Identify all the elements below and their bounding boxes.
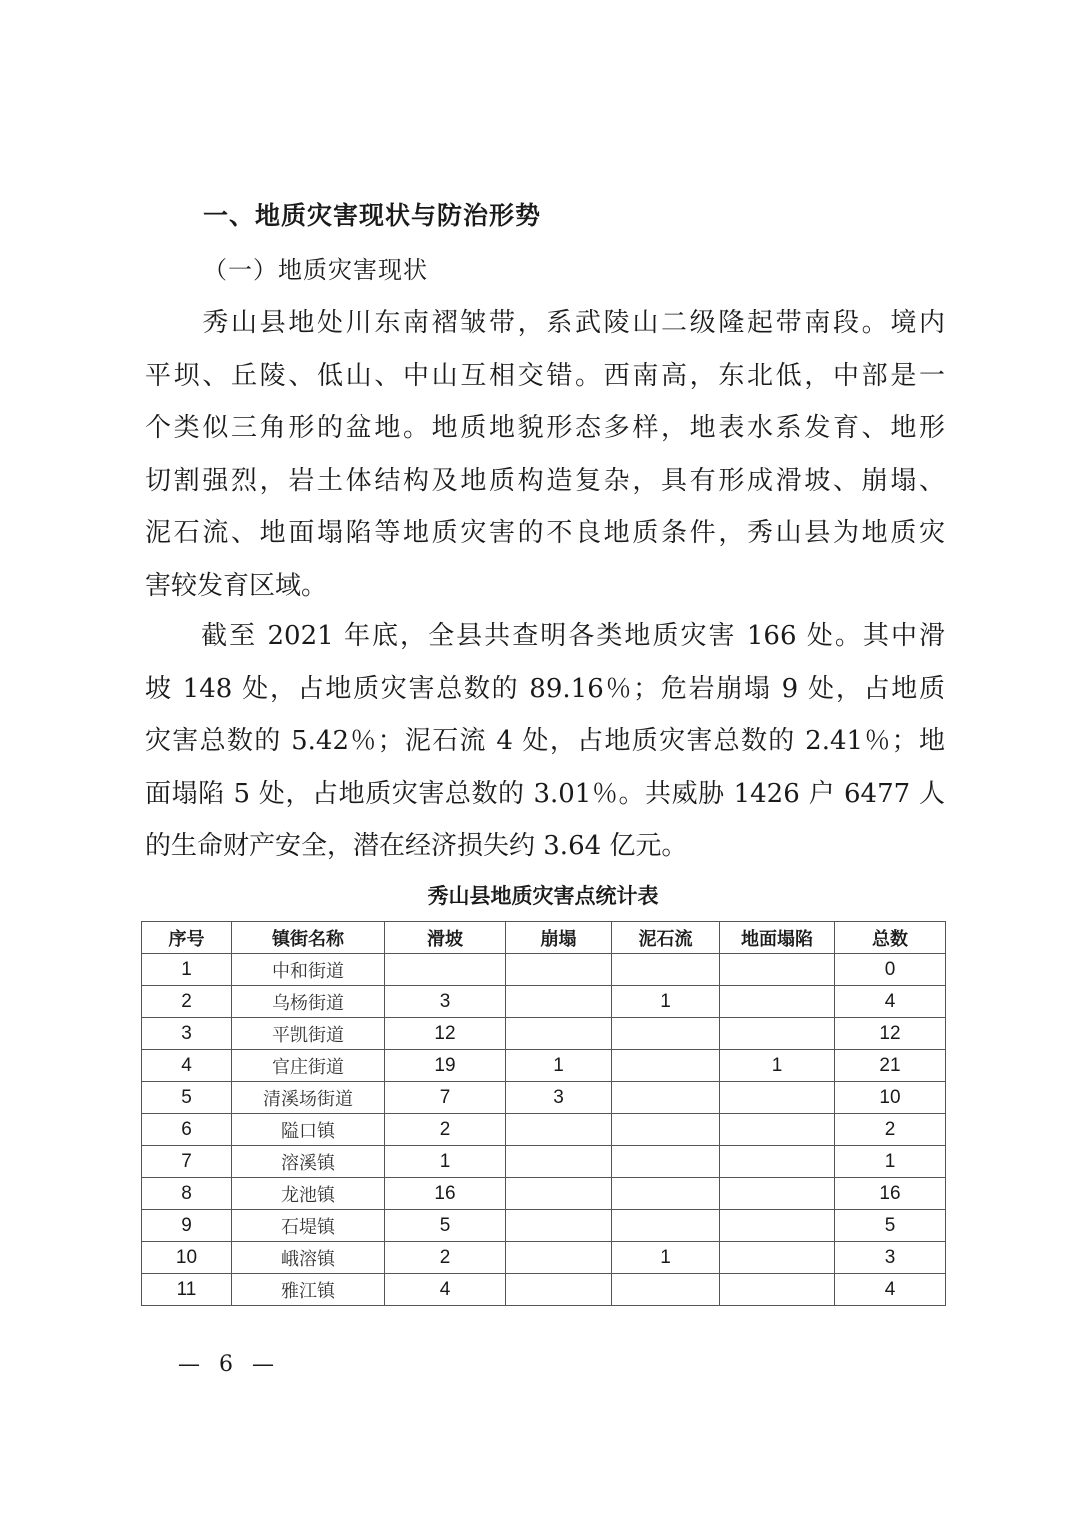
table-cell xyxy=(612,1018,720,1050)
paragraph-line: 面塌陷 5 处，占地质灾害总数的 3.01％。共威胁 1426 户 6477 人 xyxy=(145,778,945,809)
hazard-statistics-table xyxy=(141,921,946,1306)
table-cell: 19 xyxy=(385,1050,506,1082)
column-header: 崩塌 xyxy=(506,922,612,954)
table-cell: 16 xyxy=(385,1178,506,1210)
table-row xyxy=(142,1018,946,1050)
column-header: 总数 xyxy=(835,922,946,954)
town-name-cell: 峨溶镇 xyxy=(232,1242,385,1274)
table-cell: 9 xyxy=(142,1210,232,1242)
table-cell xyxy=(506,1274,612,1306)
table-cell xyxy=(612,1114,720,1146)
table-cell: 1 xyxy=(506,1050,612,1082)
table-cell: 7 xyxy=(142,1146,232,1178)
town-name-cell: 清溪场街道 xyxy=(232,1082,385,1114)
paragraph-line: 平坝、丘陵、低山、中山互相交错。西南高，东北低，中部是一 xyxy=(145,360,945,391)
table-cell: 4 xyxy=(835,986,946,1018)
table-cell: 3 xyxy=(142,1018,232,1050)
table-cell: 1 xyxy=(835,1146,946,1178)
paragraph-statistics xyxy=(145,610,945,873)
table-cell xyxy=(506,986,612,1018)
paragraph-line: 坡 148 处，占地质灾害总数的 89.16％；危岩崩塌 9 处，占地质 xyxy=(145,673,945,704)
table-cell: 11 xyxy=(142,1274,232,1306)
paragraph-line: 灾害总数的 5.42％；泥石流 4 处，占地质灾害总数的 2.41％；地 xyxy=(145,726,945,756)
table-header-row xyxy=(142,922,946,954)
table-row xyxy=(142,1178,946,1210)
column-header: 泥石流 xyxy=(612,922,720,954)
table-cell: 1 xyxy=(720,1050,835,1082)
table-cell: 1 xyxy=(142,954,232,986)
table-cell xyxy=(506,1114,612,1146)
table-cell: 5 xyxy=(835,1210,946,1242)
table-cell: 1 xyxy=(612,986,720,1018)
town-name-cell: 官庄街道 xyxy=(232,1050,385,1082)
table-cell: 3 xyxy=(835,1242,946,1274)
town-name-cell: 龙池镇 xyxy=(232,1178,385,1210)
section-heading: 一、地质灾害现状与防治形势 xyxy=(203,201,542,230)
table-cell: 5 xyxy=(385,1210,506,1242)
table-cell xyxy=(612,1082,720,1114)
table-cell: 6 xyxy=(142,1114,232,1146)
table-cell: 12 xyxy=(835,1018,946,1050)
table-cell: 12 xyxy=(385,1018,506,1050)
table-cell: 4 xyxy=(835,1274,946,1306)
table-title: 秀山县地质灾害点统计表 xyxy=(427,884,659,908)
table-cell: 4 xyxy=(385,1274,506,1306)
table-cell xyxy=(612,1050,720,1082)
column-header: 镇街名称 xyxy=(232,922,385,954)
table-cell xyxy=(506,954,612,986)
table-cell: 1 xyxy=(612,1242,720,1274)
table-cell xyxy=(612,954,720,986)
paragraph-line: 害较发育区域。 xyxy=(145,570,328,601)
table-cell xyxy=(506,1178,612,1210)
table-cell: 21 xyxy=(835,1050,946,1082)
subsection-heading: （一）地质灾害现状 xyxy=(203,256,428,284)
table-cell xyxy=(506,1018,612,1050)
table-cell xyxy=(612,1178,720,1210)
paragraph-geology xyxy=(145,297,945,612)
column-header: 滑坡 xyxy=(385,922,506,954)
table-cell xyxy=(720,1178,835,1210)
table-cell xyxy=(506,1146,612,1178)
table-cell xyxy=(720,1210,835,1242)
table-cell xyxy=(720,954,835,986)
paragraph-line: 截至 2021 年底，全县共查明各类地质灾害 166 处。其中滑 xyxy=(145,621,945,651)
paragraph-line: 泥石流、地面塌陷等地质灾害的不良地质条件，秀山县为地质灾 xyxy=(145,518,945,548)
table-cell xyxy=(612,1210,720,1242)
table-cell: 7 xyxy=(385,1082,506,1114)
table-row xyxy=(142,1210,946,1242)
table-row xyxy=(142,1242,946,1274)
table-cell xyxy=(720,1274,835,1306)
table-row xyxy=(142,1114,946,1146)
table-cell xyxy=(720,1018,835,1050)
table-cell: 16 xyxy=(835,1178,946,1210)
paragraph-line: 的生命财产安全，潜在经济损失约 3.64 亿元。 xyxy=(145,831,688,861)
town-name-cell: 平凯街道 xyxy=(232,1018,385,1050)
column-header: 地面塌陷 xyxy=(720,922,835,954)
table-cell: 2 xyxy=(142,986,232,1018)
table-cell: 3 xyxy=(385,986,506,1018)
town-name-cell: 石堤镇 xyxy=(232,1210,385,1242)
table-cell xyxy=(612,1146,720,1178)
table-cell: 10 xyxy=(835,1082,946,1114)
page-number: — 6 — xyxy=(178,1352,280,1377)
table-cell xyxy=(506,1242,612,1274)
town-name-cell: 隘口镇 xyxy=(232,1114,385,1146)
town-name-cell: 中和街道 xyxy=(232,954,385,986)
paragraph-line: 个类似三角形的盆地。地质地貌形态多样，地表水系发育、地形 xyxy=(145,413,945,443)
paragraph-line: 秀山县地处川东南褶皱带，系武陵山二级隆起带南段。境内 xyxy=(145,308,945,338)
town-name-cell: 溶溪镇 xyxy=(232,1146,385,1178)
table-cell xyxy=(506,1210,612,1242)
table-cell: 2 xyxy=(385,1114,506,1146)
table-cell xyxy=(385,954,506,986)
table-row xyxy=(142,1274,946,1306)
town-name-cell: 雅江镇 xyxy=(232,1274,385,1306)
table-row xyxy=(142,1050,946,1082)
table-row xyxy=(142,954,946,986)
table-cell: 4 xyxy=(142,1050,232,1082)
table-cell xyxy=(612,1274,720,1306)
table-cell: 10 xyxy=(142,1242,232,1274)
table-cell xyxy=(720,1114,835,1146)
table-cell xyxy=(720,1242,835,1274)
table-cell: 1 xyxy=(385,1146,506,1178)
table-cell xyxy=(720,1082,835,1114)
table-cell: 8 xyxy=(142,1178,232,1210)
table-row xyxy=(142,1082,946,1114)
table-cell xyxy=(720,1146,835,1178)
paragraph-line: 切割强烈，岩土体结构及地质构造复杂，具有形成滑坡、崩塌、 xyxy=(145,465,945,496)
table-cell: 3 xyxy=(506,1082,612,1114)
table-cell xyxy=(720,986,835,1018)
table-cell: 0 xyxy=(835,954,946,986)
column-header: 序号 xyxy=(142,922,232,954)
table-cell: 5 xyxy=(142,1082,232,1114)
table-row xyxy=(142,1146,946,1178)
table-cell: 2 xyxy=(385,1242,506,1274)
table-row xyxy=(142,986,946,1018)
table-cell: 2 xyxy=(835,1114,946,1146)
town-name-cell: 乌杨街道 xyxy=(232,986,385,1018)
